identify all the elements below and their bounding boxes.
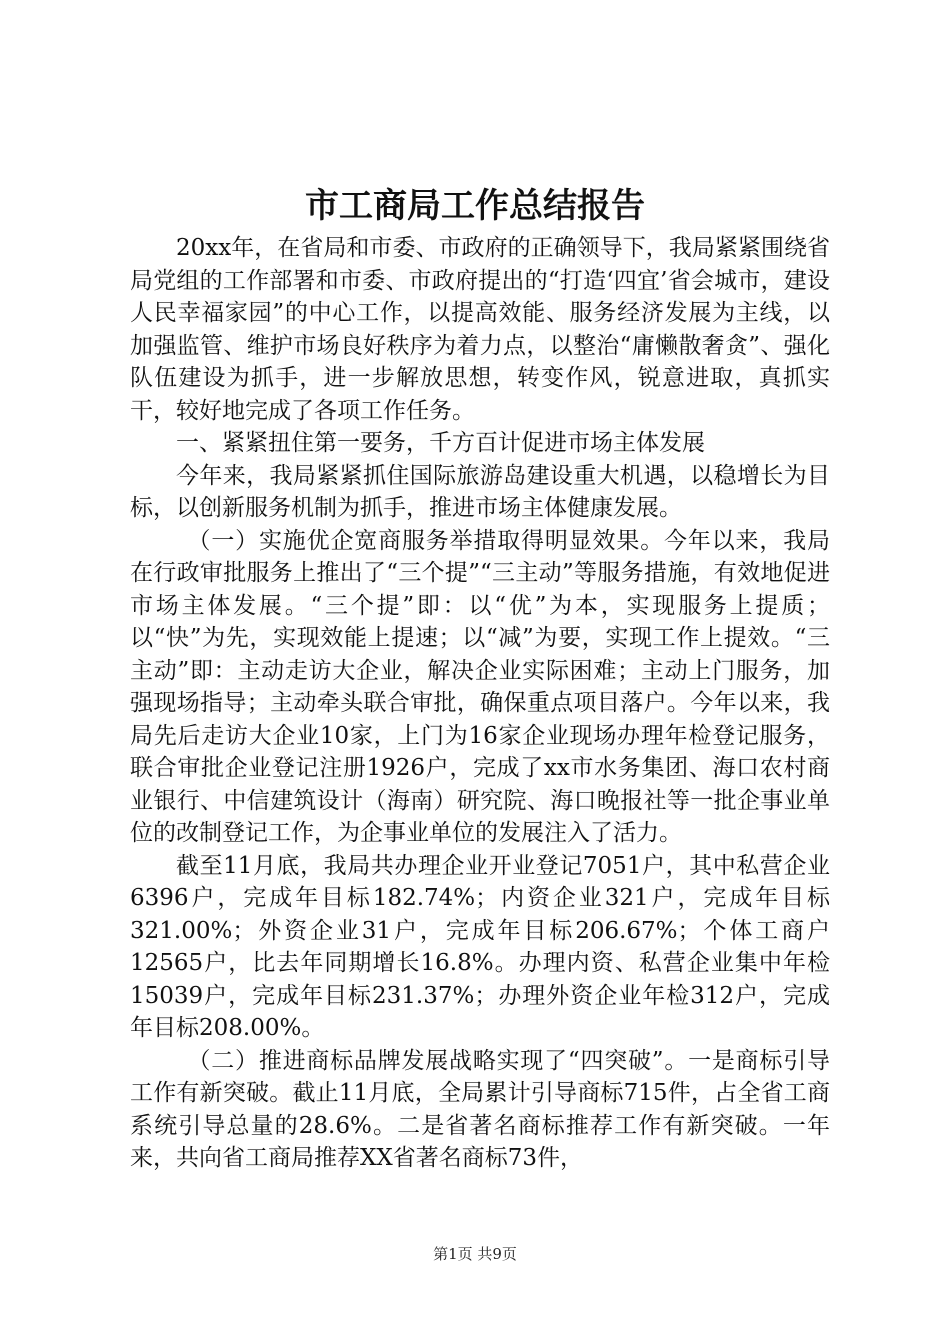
paragraph-subsection-2: （二）推进商标品牌发展战略实现了“四突破”。一是商标引导工作有新突破。截止11月底，全局累计引导商标715件，占全省工商系统引导总量的28.6%。二是省著名商标推荐工作有新突破。一年来，共向省工商局推荐XX省著名商标73件， xyxy=(130,1047,830,1171)
document-title: 市工商局工作总结报告 xyxy=(305,186,645,226)
document-body xyxy=(130,232,830,1175)
paragraph-subsection-1: （一）实施优企宽商服务举措取得明显效果。今年以来，我局在行政审批服务上推出了“三个提”“三主动”等服务措施，有效地促进市场主体发展。“三个提”即：以“优”为本，实现服务上提质；以“快”为先，实现效能上提速；以“减”为要，实现工作上提效。“三主动”即：主动走访大企业，解决企业实际困难；主动上门服务，加强现场指导；主动牵头联合审批，确保重点项目落户。今年以来，我局先后走访大企业10家，上门为16家企业现场办理年检登记服务，联合审批企业登记注册1926户，完成了xx市水务集团、海口农村商业银行、中信建筑设计（海南）研究院、海口晚报社等一批企事业单位的改制登记工作，为企事业单位的发展注入了活力。 xyxy=(130,527,830,846)
paragraph-intro: 20xx年，在省局和市委、市政府的正确领导下，我局紧紧围绕省局党组的工作部署和市委、市政府提出的“打造‘四宜’省会城市，建设人民幸福家园”的中心工作，以提高效能、服务经济发展为主线，以加强监管、维护市场良好秩序为着力点，以整治“庸懒散奢贪”、强化队伍建设为抓手，进一步解放思想，转变作风，锐意进取，真抓实干，较好地完成了各项工作任务。 xyxy=(130,235,830,424)
section-heading-1: 一、紧紧扭住第一要务，千方百计促进市场主体发展 xyxy=(176,430,705,456)
page-number-footer: 第1页 共9页 xyxy=(433,1245,517,1263)
paragraph-section-1-intro: 今年来，我局紧紧抓住国际旅游岛建设重大机遇，以稳增长为目标，以创新服务机制为抓手，推进市场主体健康发展。 xyxy=(130,462,830,521)
paragraph-statistics: 截至11月底，我局共办理企业开业登记7051户，其中私营企业6396户，完成年目标182.74%；内资企业321户，完成年目标321.00%；外资企业31户，完成年目标206.67%；个体工商户12565户，比去年同期增长16.8%。办理内资、私营企业集中年检15039户，完成年目标231.37%；办理外资企业年检312户，完成年目标208.00%。 xyxy=(130,852,830,1041)
